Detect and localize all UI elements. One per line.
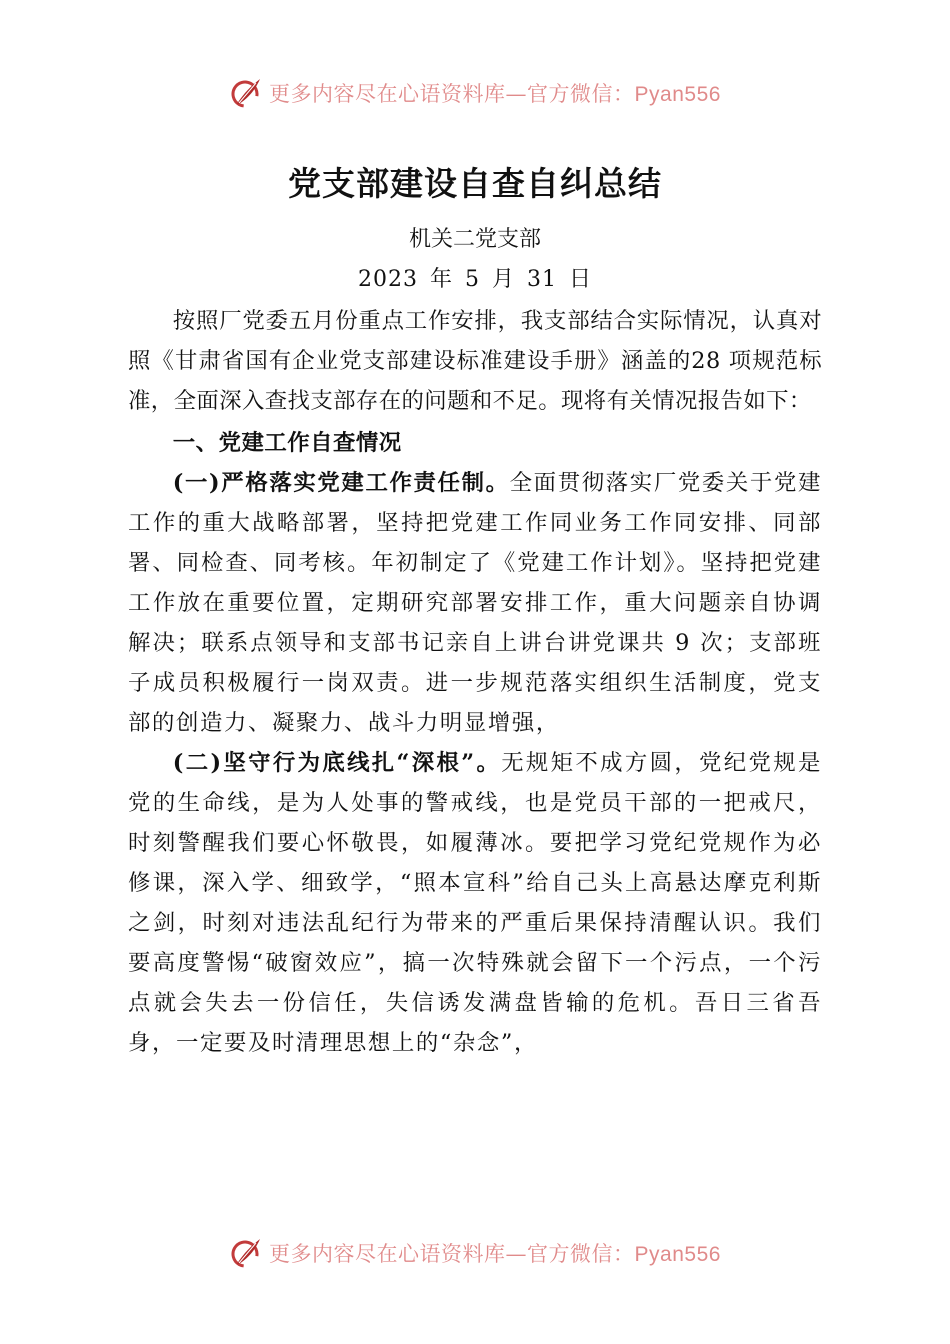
document-date: 2023 年 5 月 31 日 [358, 267, 592, 292]
watermark-text: 更多内容尽在心语资料库—官方微信：Pyan556 [269, 1242, 721, 1266]
item-1-text: 全面贯彻落实厂党委关于党建工作的重大战略部署，坚持把党建工作同业务工作同安排、同部署、同检查、同考核。年初制定了《党建工作计划》。坚持把党建工作放在重要位置，定期研究部署安排工作，重大问题亲自协调解决；联系点领导和支部书记亲自上讲台讲党课共 9 次；支部班子成员积极履行一岗双责。进一步规范落实组织生活制度，党支部的创造力、凝聚力、战斗力明显增强， [128, 470, 822, 736]
paragraph-item-1 [128, 463, 822, 743]
watermark-header [0, 73, 950, 113]
item-2-lead: (二)坚守行为底线扎“深根”。 [172, 750, 502, 776]
item-1-lead: (一)严格落实党建工作责任制。 [172, 470, 510, 496]
item-2-text: 无规矩不成方圆，党纪党规是党的生命线，是为人处事的警戒线，也是党员干部的一把戒尺，时刻警醒我们要心怀敬畏，如履薄冰。要把学习党纪党规作为必修课，深入学、细致学，“照本宣科”给自己头上高悬达摩克利斯之剑，时刻对违法乱纪行为带来的严重后果保持清醒认识。我们要高度警惕“破窗效应”，搞一次特殊就会留下一个污点，一个污点就会失去一份信任，失信诱发满盘皆输的危机。吾日三省吾身，一定要及时清理思想上的“杂念”， [128, 750, 822, 1056]
section-heading: 一、党建工作自查情况 [172, 430, 402, 456]
organization-name: 机关二党支部 [408, 227, 541, 252]
watermark-footer [0, 1233, 950, 1273]
intro-paragraph: 按照厂党委五月份重点工作安排，我支部结合实际情况，认真对照《甘肃省国有企业党支部建设标准建设手册》涵盖的28 项规范标准，全面深入查找支部存在的问题和不足。现将有关情况报告如下： [128, 308, 822, 414]
document-title: 党支部建设自查自纠总结 [288, 164, 662, 203]
red-quill-leaf-icon [229, 76, 263, 110]
document-body [128, 301, 822, 1063]
paragraph-item-2 [128, 743, 822, 1063]
watermark-text: 更多内容尽在心语资料库—官方微信：Pyan556 [269, 82, 721, 106]
red-quill-leaf-icon [229, 1236, 263, 1270]
